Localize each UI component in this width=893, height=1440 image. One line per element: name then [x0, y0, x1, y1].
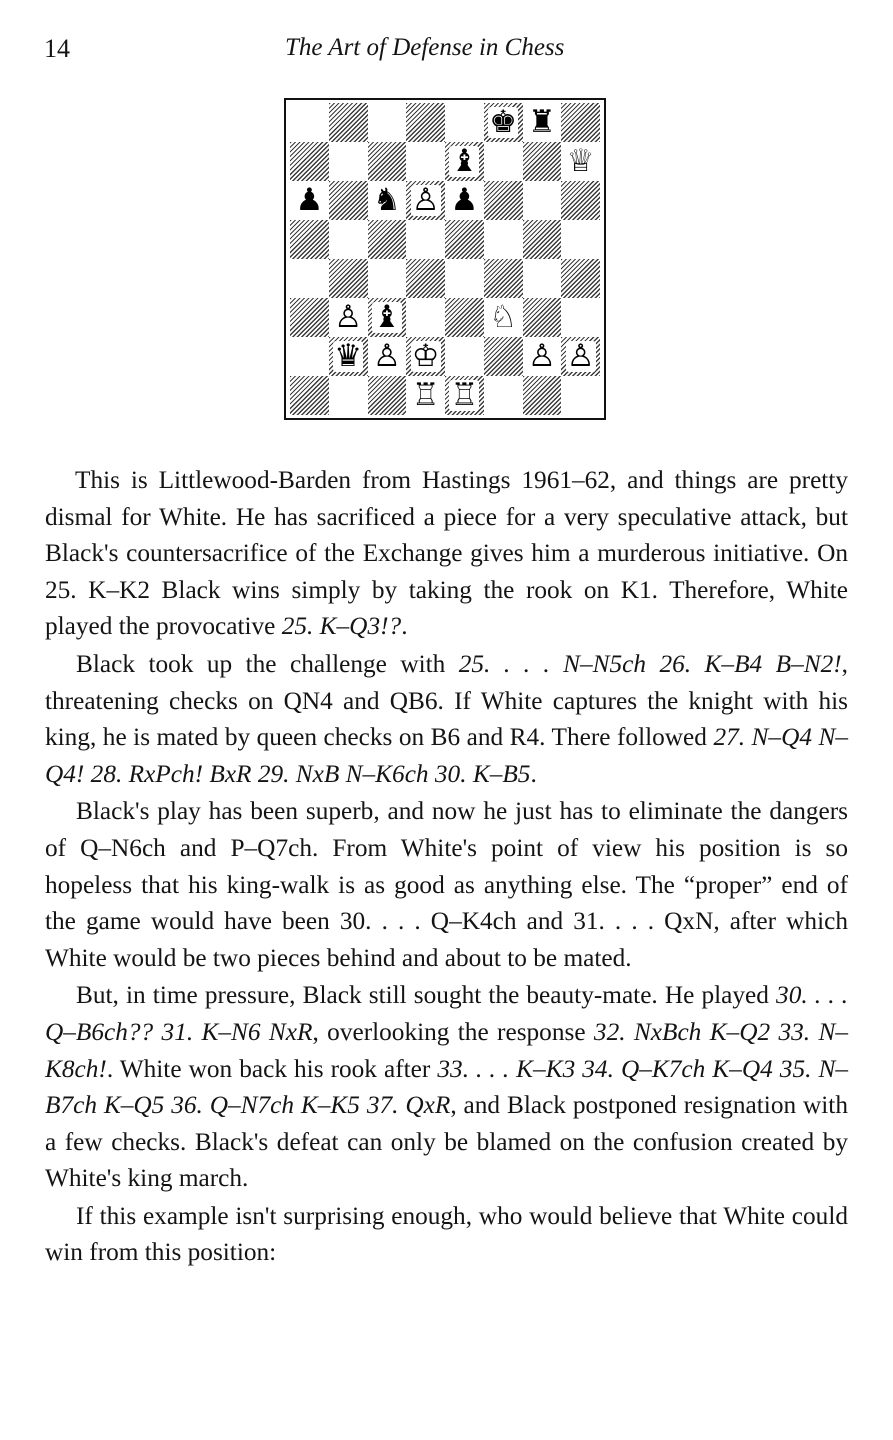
board-square — [290, 298, 329, 337]
board-square — [329, 103, 368, 142]
white-king-icon: ♔ — [411, 338, 440, 374]
board-square — [484, 103, 523, 142]
black-king-icon: ♚ — [489, 104, 518, 140]
page-number: 14 — [44, 34, 70, 63]
board-square — [290, 259, 329, 298]
board-square — [561, 298, 600, 337]
board-square — [523, 298, 562, 337]
white-pawn-icon: ♙ — [372, 338, 401, 374]
board-square — [561, 376, 600, 415]
board-square — [561, 220, 600, 259]
board-square — [561, 337, 600, 376]
text-run: , overlooking the response — [312, 1017, 594, 1046]
text-run: This is Littlewood-Barden from Hastings 1961–62, and things are pretty dismal for White. He has sacrificed a piece for a very speculative attack, but Black's countersacrifice of the Exchange gives him a murderous initiative. On 25. K–K2 Black wins simply by taking the rook on K1. Therefore, White played the provocative — [45, 466, 848, 641]
body-text — [45, 462, 848, 1272]
board-square — [329, 298, 368, 337]
board-square — [484, 142, 523, 181]
board-square — [368, 181, 407, 220]
white-queen-icon: ♕ — [566, 143, 595, 179]
board-square — [561, 181, 600, 220]
black-bishop-icon: ♝ — [450, 143, 479, 179]
board-square — [368, 103, 407, 142]
text-run: . White won back his rook after — [106, 1054, 438, 1083]
board-square — [406, 220, 445, 259]
board-square — [329, 337, 368, 376]
white-knight-icon: ♘ — [489, 299, 518, 335]
board-square — [484, 298, 523, 337]
paragraph — [45, 1198, 848, 1271]
board-square — [406, 298, 445, 337]
board-square — [368, 142, 407, 181]
page-header — [0, 34, 893, 68]
paragraph — [45, 793, 848, 976]
move-notation: 33. . . . K–K3 34. Q–K7ch K–Q4 35. N–B7ch K–Q5 36. Q–N7ch K–K5 37. QxR — [45, 1054, 848, 1120]
board-square — [484, 220, 523, 259]
paragraph — [45, 977, 848, 1197]
move-notation: 25. . . . N–N5ch 26. K–B4 B–N2! — [458, 649, 842, 678]
paragraph — [45, 462, 848, 645]
board-square — [523, 376, 562, 415]
white-pawn-icon: ♙ — [566, 338, 595, 374]
board-square — [561, 259, 600, 298]
board-square — [368, 376, 407, 415]
board-square — [329, 259, 368, 298]
board-square — [445, 259, 484, 298]
board-square — [561, 103, 600, 142]
board-square — [290, 103, 329, 142]
board-square — [523, 181, 562, 220]
board-square — [406, 337, 445, 376]
board-square — [445, 298, 484, 337]
board-square — [523, 337, 562, 376]
board-square — [406, 376, 445, 415]
white-pawn-icon: ♙ — [334, 299, 363, 335]
board-square — [368, 259, 407, 298]
black-rook-icon: ♜ — [527, 104, 556, 140]
board-square — [290, 142, 329, 181]
move-notation: 32. NxBch K–Q2 33. N–K8ch! — [45, 1017, 848, 1083]
text-run: . — [530, 759, 537, 788]
move-notation: 30. . . . Q–B6ch?? 31. K–N6 NxR — [45, 981, 848, 1046]
running-title: The Art of Defense in Chess — [285, 34, 565, 61]
text-run: If this example isn't surprising enough, who would believe that White could win from this position: — [45, 1201, 848, 1267]
black-pawn-icon: ♟ — [450, 182, 479, 218]
board-square — [406, 259, 445, 298]
board-square — [329, 220, 368, 259]
board-square — [368, 298, 407, 337]
chess-board — [290, 103, 600, 415]
board-square — [368, 337, 407, 376]
board-square — [329, 376, 368, 415]
board-square — [406, 142, 445, 181]
board-square — [290, 376, 329, 415]
board-square — [445, 220, 484, 259]
white-pawn-icon: ♙ — [411, 182, 440, 218]
board-square — [523, 259, 562, 298]
move-notation: 25. K–Q3!? — [281, 612, 402, 641]
board-square — [523, 220, 562, 259]
board-square — [523, 142, 562, 181]
black-bishop-icon: ♝ — [372, 299, 401, 335]
text-run: Black's play has been superb, and now he just has to eliminate the dangers of Q–N6ch and P–Q7ch. From White's point of view his position is so hopeless that his king-walk is as good as anything else. The “proper” end of the game would have been 30. . . . Q–K4ch and 31. . . . QxN, after which White would be two pieces behind and about to be mated. — [45, 797, 848, 972]
board-square — [290, 181, 329, 220]
board-square — [406, 181, 445, 220]
board-square — [484, 337, 523, 376]
black-knight-icon: ♞ — [372, 182, 401, 218]
board-square — [368, 220, 407, 259]
board-square — [445, 142, 484, 181]
board-square — [445, 376, 484, 415]
white-pawn-icon: ♙ — [527, 338, 556, 374]
board-square — [290, 220, 329, 259]
board-square — [329, 181, 368, 220]
board-square — [484, 259, 523, 298]
board-square — [561, 142, 600, 181]
black-pawn-icon: ♟ — [295, 182, 324, 218]
text-run: , threatening checks on QN4 and QB6. If White captures the knight with his king, he is mated by queen checks on B6 and R4. There followed — [45, 649, 848, 752]
board-square — [445, 337, 484, 376]
board-square — [406, 103, 445, 142]
text-run: , and Black postponed resignation with a few checks. Black's defeat can only be blamed on the confusion created by White's king march. — [45, 1091, 848, 1193]
white-rook-icon: ♖ — [411, 377, 440, 413]
board-square — [484, 181, 523, 220]
board-square — [290, 337, 329, 376]
move-notation: 27. N–Q4 N–Q4! 28. RxPch! BxR 29. NxB N–K6ch 30. K–B5 — [45, 723, 849, 788]
chess-diagram — [284, 98, 606, 420]
board-square — [445, 103, 484, 142]
board-square — [329, 142, 368, 181]
board-square — [523, 103, 562, 142]
text-run: But, in time pressure, Black still sought the beauty-mate. He played — [76, 981, 777, 1010]
black-queen-icon: ♛ — [334, 338, 363, 374]
text-run: . — [401, 612, 408, 641]
paragraph — [45, 646, 848, 792]
board-square — [484, 376, 523, 415]
text-run: Black took up the challenge with — [76, 649, 459, 678]
white-rook-icon: ♖ — [450, 377, 479, 413]
board-square — [445, 181, 484, 220]
